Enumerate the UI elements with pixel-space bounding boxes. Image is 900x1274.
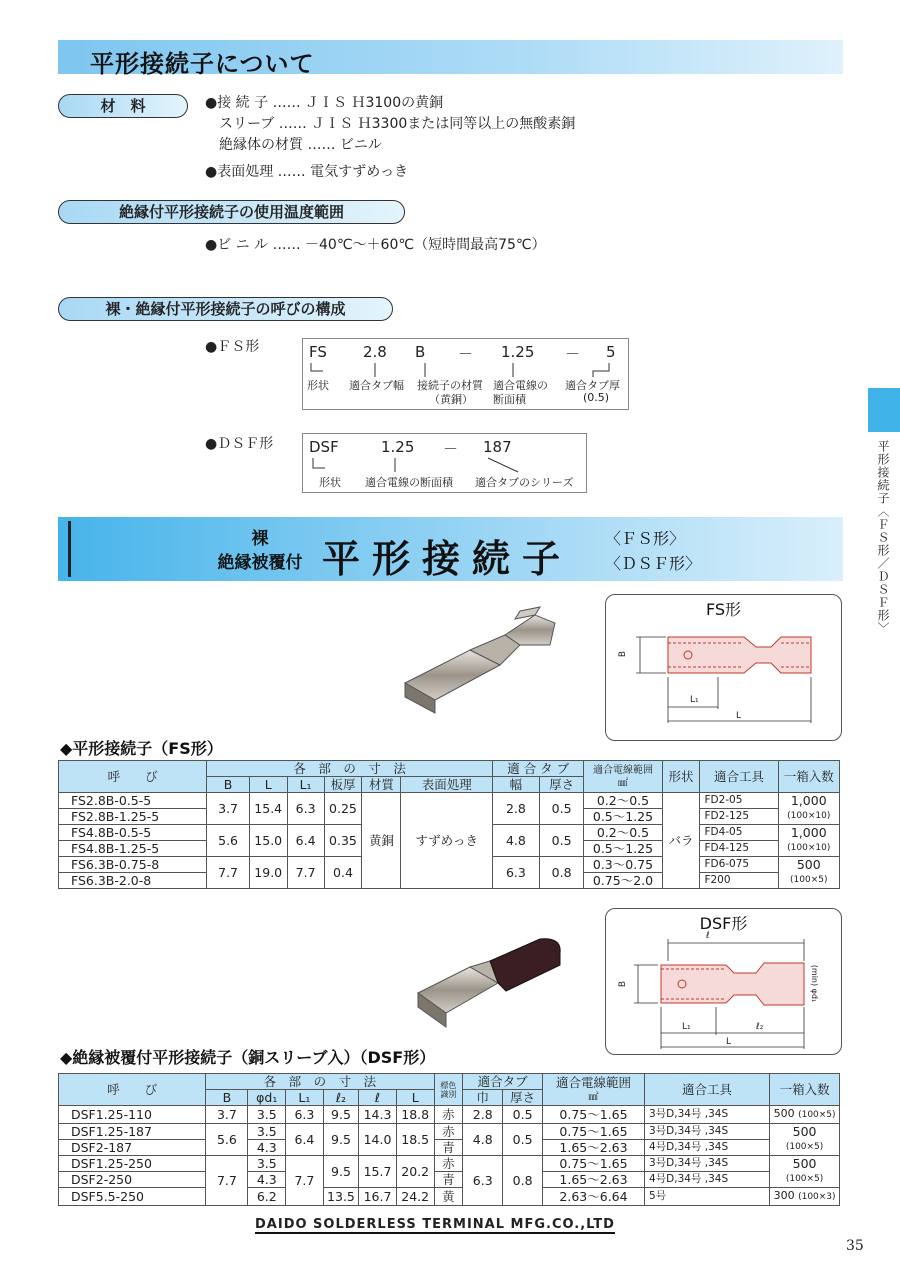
cell: 7.7 [206,1156,248,1206]
dsf-label-area: 適合電線の断面積 [365,476,453,489]
cell: 7.7 [286,1156,324,1206]
fs-box-2: 1,000 (100×10) [778,825,839,857]
cell: 0.5～1.25 [584,809,662,825]
dsf-h-tab: 適合タブ [463,1074,543,1090]
fs-shape: バラ [662,793,700,889]
page-title: 平形接続子について [90,50,315,78]
dsf-formula-box [302,433,587,493]
cell: 4号D,34号 ,34S [644,1140,769,1156]
cell: 14.3 [359,1106,397,1124]
cell: 1.65～2.63 [543,1140,645,1156]
fs-code-material: B [415,343,426,361]
banner-type-fs: 〈ＦＳ形〉 [605,529,686,548]
cell: 5号 [644,1188,769,1206]
dsf-sub-b: B [206,1090,248,1106]
fs-h-dims: 各 部 の 寸 法 [207,761,493,777]
cell: 3号D,34号 ,34S [644,1124,769,1140]
cell: 6.4 [286,1124,324,1156]
cell: FD6-075 [700,857,778,873]
dsf-dim-l: L [726,1037,732,1047]
company-footer: DAIDO SOLDERLESS TERMINAL MFG.CO.,LTD [255,1217,615,1232]
fs-h-wire: 適合電線範囲 ㎟ [584,761,662,793]
dsf-code-area: 1.25 [381,438,415,456]
dsf-name-4: DSF1.25-250 [59,1156,206,1172]
fs-code-area: 1.25 [501,343,535,361]
dsf-sub-l-small: ℓ [359,1090,397,1106]
dsf-name-3: DSF2-187 [59,1140,206,1156]
fs-code-width: 2.8 [363,343,387,361]
temperature-line: ●ビ ニ ル …… －40℃～＋60℃（短時間最高75℃） [205,237,546,253]
table-row [59,1172,840,1188]
fs-h-box: 一箱入数 [778,761,839,793]
fs-sub-surface: 表面処理 [401,777,492,793]
materials-line-4: ●表面処理 …… 電気すずめっき [205,164,409,180]
temperature-label: 絶縁付平形接続子の使用温度範囲 [58,200,405,224]
dsf-dim-b: B [618,980,629,988]
fs-name-3: FS4.8B-0.5-5 [59,825,207,841]
cell: 4.3 [248,1140,286,1156]
fs-sub-width: 幅 [492,777,539,793]
fs-h-name: 呼 び [59,761,207,793]
fs-code-dash2: － [565,345,581,363]
fs-code-shape: FS [309,343,327,361]
cell: 赤 [434,1106,463,1124]
cell: 0.2～0.5 [584,825,662,841]
fs-name-6: FS6.3B-2.0-8 [59,873,207,889]
dsf-label-shape: 形状 [319,476,341,489]
cell: 9.5 [323,1156,358,1188]
cell: 赤 [434,1124,463,1140]
dsf-sub-l: L [396,1090,434,1106]
dsf-sub-l2: ℓ₂ [323,1090,358,1106]
dsf-dim-l-small: ℓ [706,931,710,941]
dsf-dimension-diagram [605,908,842,1055]
cell: 6.3 [287,793,324,825]
fs-label-material-2: （黄銅） [429,393,473,406]
banner-type-dsf: 〈ＤＳＦ形〉 [605,554,702,573]
cell: 4号D,34号 ,34S [644,1172,769,1188]
fs-name-5: FS6.3B-0.75-8 [59,857,207,873]
cell: 18.5 [396,1124,434,1156]
cell: 0.5 [503,1106,543,1124]
fs-sub-thick: 板厚 [324,777,362,793]
dsf-sub-width: 巾 [463,1090,503,1106]
cell: 18.8 [396,1106,434,1124]
cell: 4.8 [463,1124,503,1156]
naming-label: 裸・絶縁付平形接続子の呼びの構成 [58,297,393,321]
fs-sub-b: B [207,777,249,793]
dsf-h-wire: 適合電線範囲 ㎟ [543,1074,645,1106]
cell: 7.7 [287,857,324,889]
dsf-diagram-drawing [606,909,841,1054]
cell: 0.3～0.75 [584,857,662,873]
fs-box-1: 1,000 (100×10) [778,793,839,825]
dsf-h-box: 一箱入数 [770,1074,840,1106]
dsf-box-3: 500 (100×5) [770,1156,840,1188]
cell: 4.8 [492,825,539,857]
dsf-dim-d1: (min) φd₁ [810,964,820,1003]
fs-label-area: 適合電線の [493,379,548,392]
fs-bullet: ●ＦＳ形 [205,339,260,355]
dsf-diagram-title: DSF形 [699,914,748,933]
dsf-name-1: DSF1.25-110 [59,1106,206,1124]
fs-code-thickness: 5 [606,343,616,361]
table-row [59,1140,840,1156]
dsf-box-2: 500 (100×5) [770,1124,840,1156]
banner-sub-2: 絶縁被覆付 [217,553,303,573]
fs-label-thickness-2: (0.5) [583,391,610,404]
cell: 0.2～0.5 [584,793,662,809]
table-row [59,793,840,809]
fs-surface: すずめっき [401,793,492,889]
fs-label-width: 適合タブ幅 [349,379,404,392]
fs-dimension-diagram [605,594,842,741]
cell: 0.5 [503,1124,543,1156]
cell: 0.75～1.65 [543,1106,645,1124]
dsf-label-series: 適合タブのシリーズ [475,476,574,489]
cell: 0.75～1.65 [543,1124,645,1140]
materials-label: 材 料 [58,94,188,118]
cell: 0.25 [324,793,362,825]
fs-sub-material: 材質 [362,777,401,793]
cell: 1.65～2.63 [543,1172,645,1188]
banner-sub-1: 裸 [251,529,269,549]
cell: 3.5 [248,1124,286,1140]
cell: 24.2 [396,1188,434,1206]
cell: 3.5 [248,1156,286,1172]
dsf-bullet: ●ＤＳＦ形 [205,436,274,452]
dsf-dim-l1: L₁ [682,1022,691,1032]
materials-line-1: ●接 続 子 …… ＪＩＳ Ｈ3100の黄銅 [205,95,444,111]
table-row [59,1106,840,1124]
cell: FD2-05 [700,793,778,809]
fs-label-material: 接続子の材質 [417,379,483,392]
cell: 6.3 [463,1156,503,1206]
cell: 0.5 [539,793,584,825]
fs-label-thickness: 適合タブ厚 [565,379,620,392]
fs-name-4: FS4.8B-1.25-5 [59,841,207,857]
dsf-sub-thick: 厚さ [503,1090,543,1106]
fs-h-tool: 適合工具 [700,761,778,793]
cell: 4.3 [248,1172,286,1188]
fs-dim-b: B [618,650,629,658]
fs-formula-box [302,338,629,410]
table-row [59,1156,840,1172]
materials-line-3: 絶縁体の材質 …… ビニル [219,137,382,153]
dsf-code-shape: DSF [309,438,339,456]
fs-dim-l: L [736,711,742,721]
dsf-terminal-photo [410,935,570,1035]
fs-sub-tabthick: 厚さ [539,777,584,793]
cell: 14.0 [359,1124,397,1156]
banner-main-title: 平形接続子 [322,537,573,581]
cell: 0.8 [539,857,584,889]
cell: 6.4 [287,825,324,857]
cell: 0.8 [503,1156,543,1206]
cell: 5.6 [207,825,249,857]
fs-sub-l1: L₁ [287,777,324,793]
dsf-h-tool: 適合工具 [644,1074,769,1106]
fs-h-tab: 適 合 タ ブ [492,761,583,777]
cell: 15.4 [249,793,287,825]
cell: 6.3 [286,1106,324,1124]
dsf-name-2: DSF1.25-187 [59,1124,206,1140]
cell: 7.7 [207,857,249,889]
fs-label-shape: 形状 [307,379,329,392]
cell: 2.63～6.64 [543,1188,645,1206]
cell: 2.8 [463,1106,503,1124]
side-index-text: 平形接続子〈ＦＳ形／ＤＳＦ形〉 [876,440,890,635]
cell: 3号D,34号 ,34S [644,1156,769,1172]
fs-terminal-photo [395,605,565,720]
cell: 0.35 [324,825,362,857]
cell: 15.7 [359,1156,397,1188]
cell: 3.7 [207,793,249,825]
dsf-box-6: 300 (100×3) [770,1188,840,1206]
cell: 15.0 [249,825,287,857]
table-row [59,1124,840,1140]
page-number: 35 [846,1238,864,1254]
cell: 13.5 [323,1188,358,1206]
cell: 0.5 [539,825,584,857]
dsf-h-color: 標色 識別 [434,1074,463,1106]
cell: 0.75～1.65 [543,1156,645,1172]
cell: FD4-05 [700,825,778,841]
dsf-code-series: 187 [483,438,512,456]
fs-label-area-2: 断面積 [493,393,526,406]
fs-material: 黄銅 [362,793,401,889]
cell: 19.0 [249,857,287,889]
dsf-code-dash: － [443,440,459,458]
cell: F200 [700,873,778,889]
cell: 16.7 [359,1188,397,1206]
dsf-sub-d1: φd₁ [248,1090,286,1106]
cell: 0.5～1.25 [584,841,662,857]
dsf-spec-table [58,1073,840,1206]
cell: 9.5 [323,1124,358,1156]
cell: 3.7 [206,1106,248,1124]
cell: 2.8 [492,793,539,825]
dsf-name-6: DSF5.5-250 [59,1188,206,1206]
cell: 5.6 [206,1124,248,1156]
cell: 赤 [434,1156,463,1172]
fs-code-dash1: － [458,345,474,363]
cell: 6.3 [492,857,539,889]
fs-sub-l: L [249,777,287,793]
cell: 3号D,34号 ,34S [644,1106,769,1124]
fs-box-3: 500 (100×5) [778,857,839,889]
cell: 0.75～2.0 [584,873,662,889]
cell: FD4-125 [700,841,778,857]
dsf-dim-l2: ℓ₂ [756,1022,764,1032]
fs-diagram-drawing [606,595,841,740]
cell: FD2-125 [700,809,778,825]
fs-h-shape: 形状 [662,761,700,793]
cell: 3.5 [248,1106,286,1124]
fs-spec-table [58,760,840,889]
dsf-h-dims: 各 部 の 寸 法 [206,1074,434,1090]
fs-dim-l1: L₁ [690,695,699,705]
dsf-table-caption: ◆絶縁被覆付平形接続子（銅スリーブ入）（DSF形） [60,1048,436,1067]
fs-diagram-title: FS形 [705,600,742,619]
fs-name-1: FS2.8B-0.5-5 [59,793,207,809]
dsf-name-5: DSF2-250 [59,1172,206,1188]
cell: 黄 [434,1188,463,1206]
cell: 20.2 [396,1156,434,1188]
cell: 青 [434,1140,463,1156]
dsf-sub-l1: L₁ [286,1090,324,1106]
cell: 6.2 [248,1188,286,1206]
cell: 0.4 [324,857,362,889]
side-index-tab [868,388,900,432]
cell: 9.5 [323,1106,358,1124]
fs-name-2: FS2.8B-1.25-5 [59,809,207,825]
dsf-box-1: 500 (100×5) [770,1106,840,1124]
fs-table-caption: ◆平形接続子（FS形） [60,739,223,758]
materials-line-2: スリーブ …… ＪＩＳ Ｈ3300または同等以上の無酸素銅 [219,116,576,132]
cell: 青 [434,1172,463,1188]
table-row [59,1188,840,1206]
dsf-h-name: 呼 び [59,1074,206,1106]
